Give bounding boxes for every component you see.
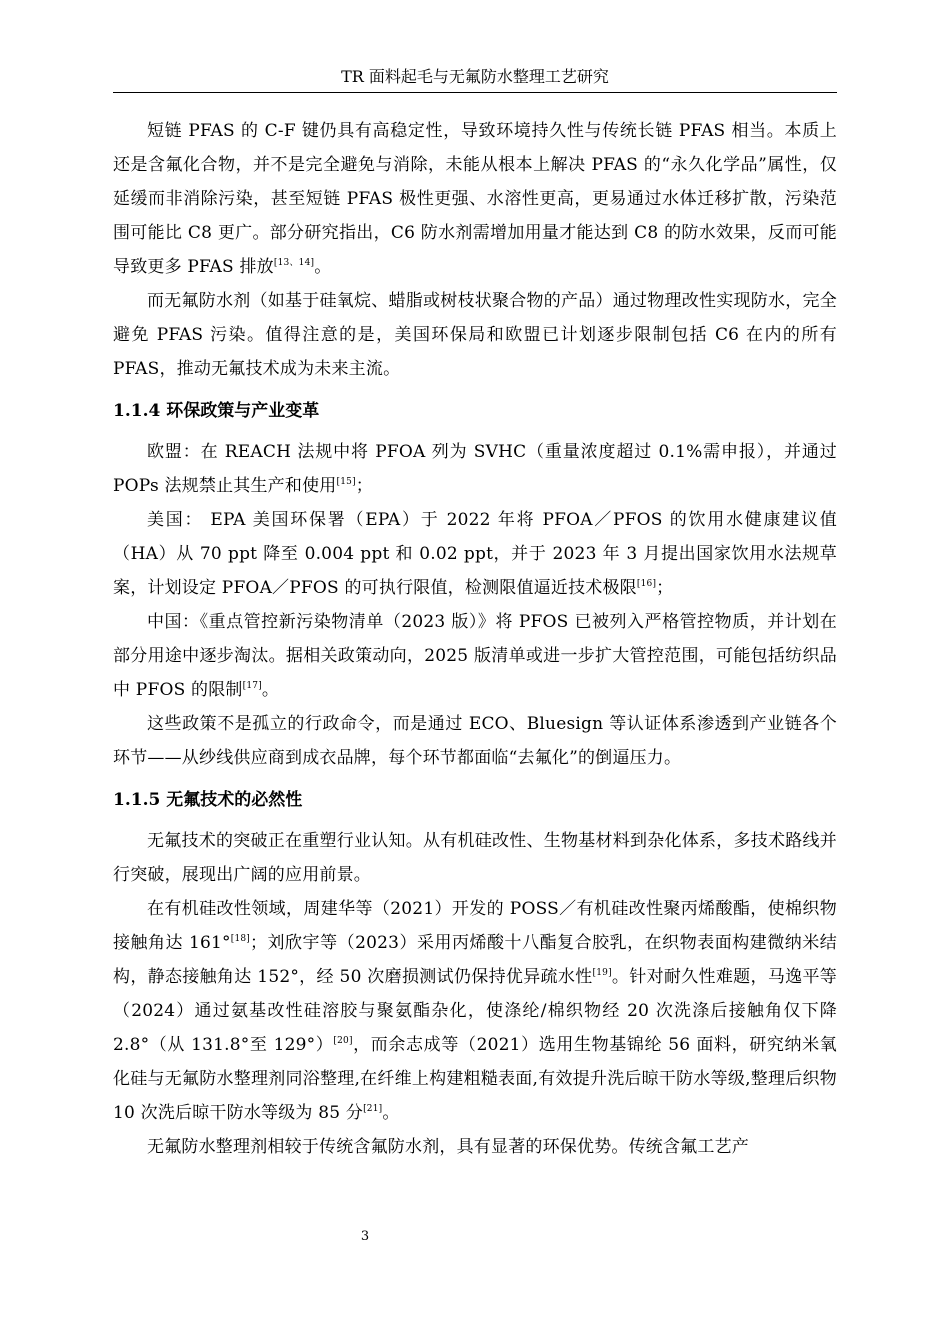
body-content (113, 114, 837, 1164)
section-heading-1-1-5: 1.1.5 无氟技术的必然性 (113, 790, 303, 810)
running-header: TR 面料起毛与无氟防水整理工艺研究 (113, 64, 837, 93)
paragraph-environmental-advantage: 无氟防水整理剂相较于传统含氟防水剂，具有显著的环保优势。传统含氟工艺产 (147, 1137, 749, 1157)
paragraph-silicone-research: 在有机硅改性领域，周建华等（2021）开发的 POSS／有机硅改性聚丙烯酸酯，使棉织物接触角达 161°[18]；刘欣宇等（2023）采用丙烯酸十八酯复合胶乳，在织物表面构建微纳米结构，静态接触角达 152°，经 50 次磨损测试仍保持优异疏水性[19]。针对耐久性难题，马逸平等（2024）通过氨基改性硅溶胶与聚氨酯杂化，使涤纶/棉织物经 20 次洗涤后接触角仅下降 2.8°（从 131.8°至 129°）[20]，而余志成等（2021）选用生物基锦纶 56 面料，研究纳米氧化硅与无氟防水整理剂同浴整理,在纤维上构建粗糙表面,有效提升洗后晾干防水等级,整理后织物 10 次洗后晾干防水等级为 85 分[21]。 (113, 899, 838, 1123)
citation-13-14: [13、14] (273, 258, 315, 268)
citation-19: [19] (592, 968, 612, 978)
citation-20: [20] (333, 1036, 353, 1046)
citation-16: [16] (636, 579, 657, 589)
citation-15: [15] (336, 477, 356, 487)
paragraph-fluorine-free-agents: 而无氟防水剂（如基于硅氧烷、蜡脂或树枝状聚合物的产品）通过物理改性实现防水，完全避免 PFAS 污染。值得注意的是，美国环保局和欧盟已计划逐步限制包括 C6 在内的所有 PFAS，推动无氟技术成为未来主流。 (113, 291, 837, 379)
citation-21: [21] (363, 1104, 383, 1114)
paragraph-tech-breakthrough: 无氟技术的突破正在重塑行业认知。从有机硅改性、生物基材料到杂化体系，多技术路线并行突破，展现出广阔的应用前景。 (113, 831, 837, 885)
paragraph-us-policy: 美国： EPA 美国环保署（EPA）于 2022 年将 PFOA／PFOS 的饮用水健康建议值（HA）从 70 ppt 降至 0.004 ppt 和 0.02 ppt，并于 2023 年 3 月提出国家饮用水法规草案，计划设定 PFOA／PFOS 的可执行限值，检测限值逼近技术极限[16]； (113, 510, 837, 598)
paragraph-short-chain-pfas: 短链 PFAS 的 C-F 键仍具有高稳定性，导致环境持久性与传统长链 PFAS 相当。本质上还是含氟化合物，并不是完全避免与消除，未能从根本上解决 PFAS 的“永久化学品”属性，仅延缓而非消除污染，甚至短链 PFAS 极性更强、水溶性更高，更易通过水体迁移扩散，污染范围可能比 C8 更广。部分研究指出，C6 防水剂需增加用量才能达到 C8 的防水效果，反而可能导致更多 PFAS 排放[13、14]。 (113, 121, 837, 277)
paragraph-industry-pressure: 这些政策不是孤立的行政命令，而是通过 ECO、Bluesign 等认证体系渗透到产业链各个环节——从纱线供应商到成衣品牌，每个环节都面临“去氟化”的倒逼压力。 (113, 714, 837, 768)
section-heading-1-1-4: 1.1.4 环保政策与产业变革 (113, 401, 320, 421)
paragraph-china-policy: 中国：《重点管控新污染物清单（2023 版）》将 PFOS 已被列入严格管控物质，并计划在部分用途中逐步淘汰。据相关政策动向，2025 版清单或进一步扩大管控范围，可能包括纺织品中 PFOS 的限制[17]。 (113, 612, 837, 700)
citation-17: [17] (242, 681, 262, 691)
paragraph-eu-policy: 欧盟：在 REACH 法规中将 PFOA 列为 SVHC（重量浓度超过 0.1%需申报），并通过 POPs 法规禁止其生产和使用[15]； (113, 442, 837, 496)
page-number: 3 (360, 1229, 370, 1244)
citation-18: [18] (230, 934, 251, 944)
